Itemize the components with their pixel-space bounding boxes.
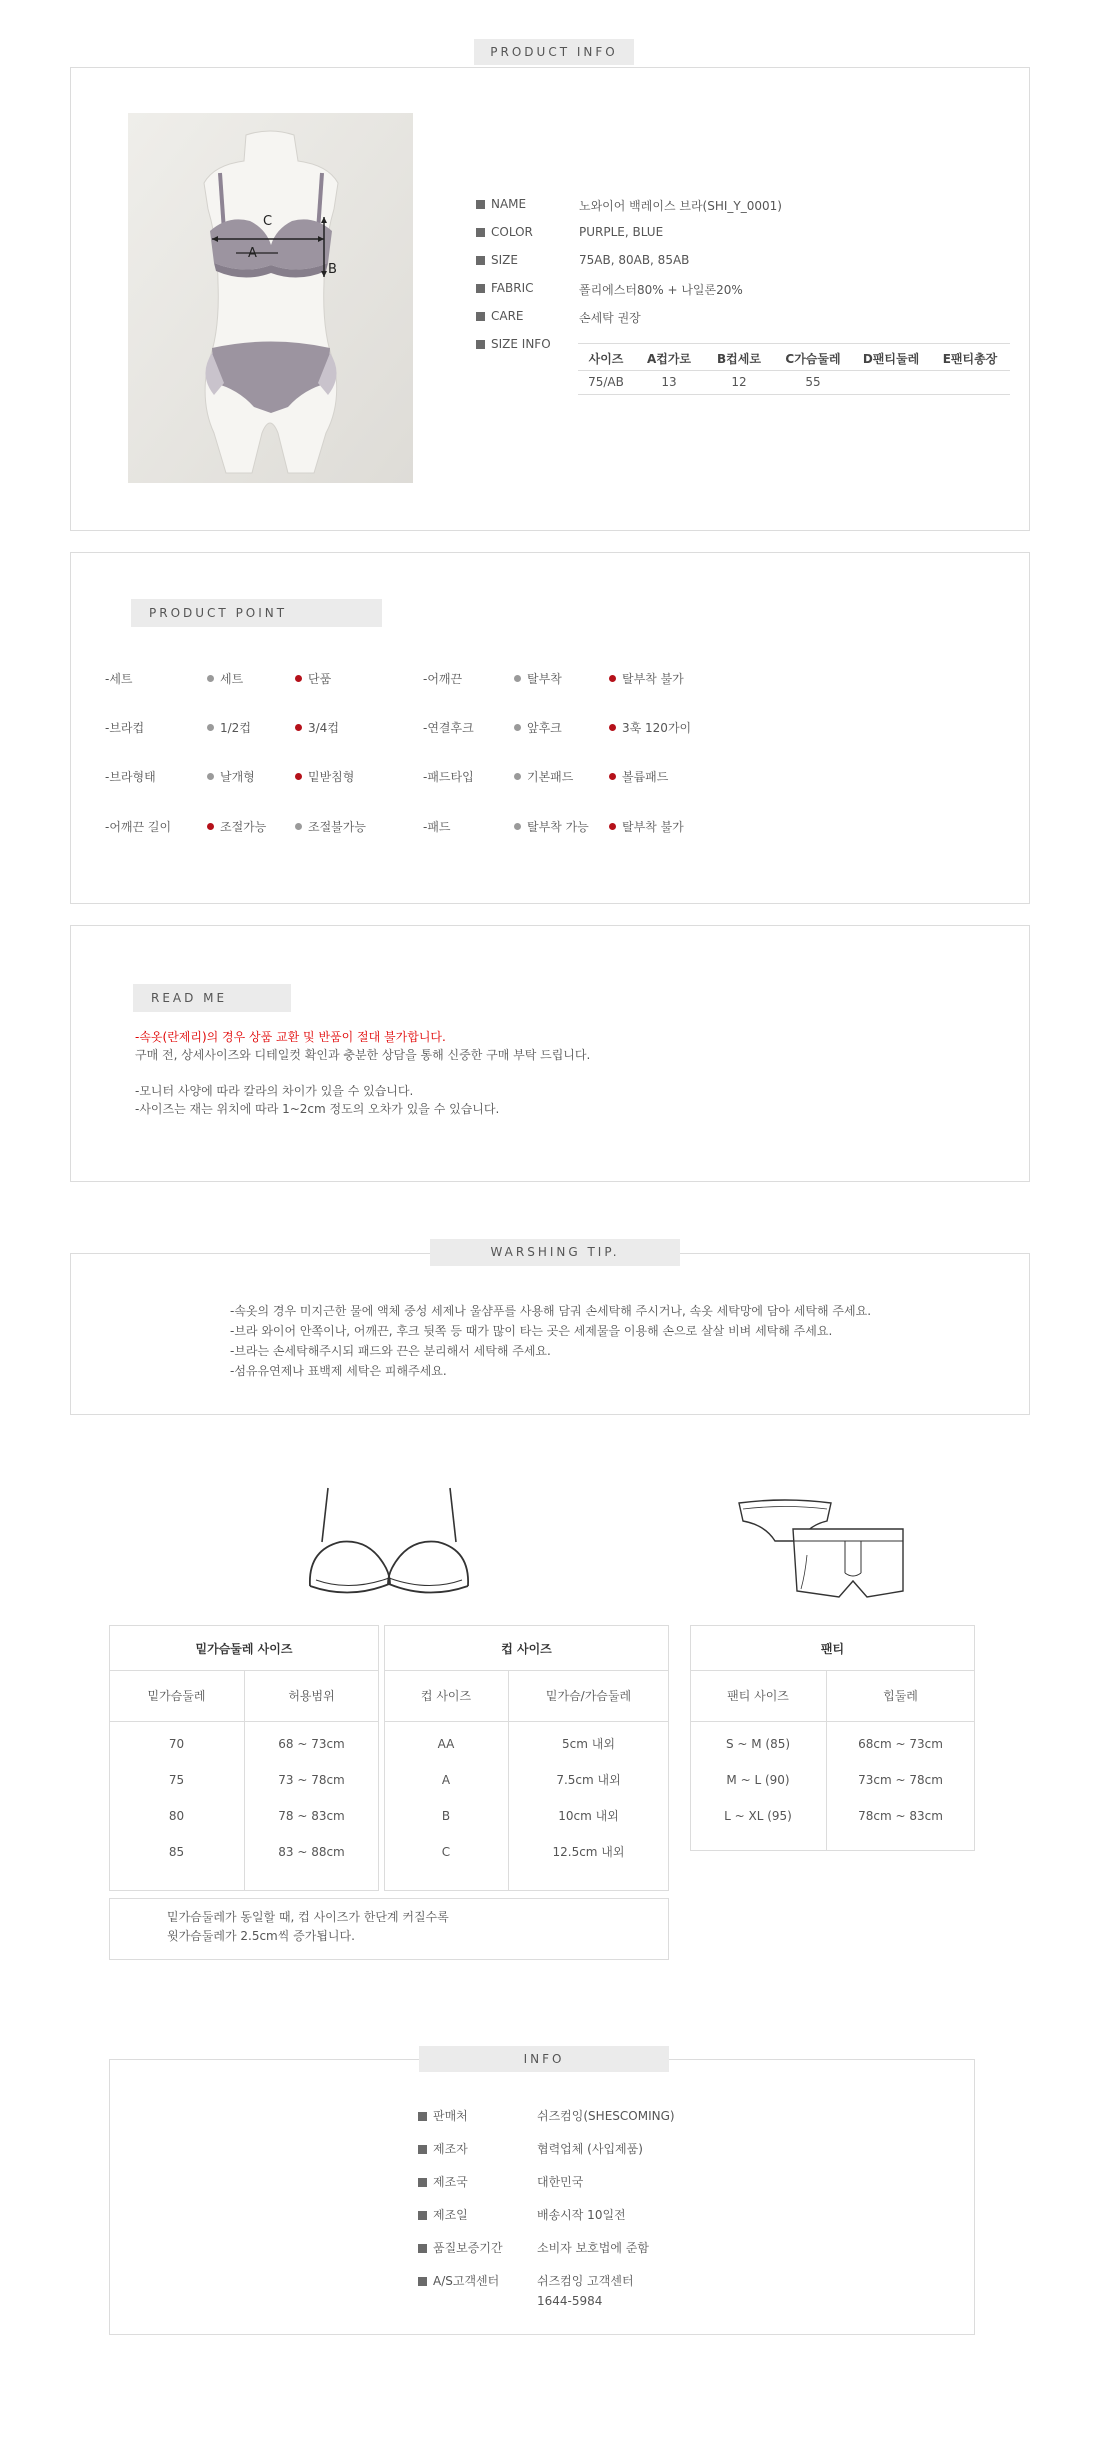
info-value: 쉬즈컴잉(SHESCOMING) bbox=[537, 2109, 675, 2123]
bullet-square-icon bbox=[418, 2211, 427, 2220]
info-row-as-center: A/S고객센터 bbox=[418, 2272, 499, 2290]
cup-header: 밑가슴/가슴둘레 bbox=[545, 1689, 632, 1703]
size-cell: 12 bbox=[731, 375, 747, 389]
panty-title: 팬티 bbox=[820, 1642, 845, 1656]
point-option: 3/4컵 bbox=[295, 719, 339, 736]
size-table-bottom-line bbox=[578, 394, 1010, 395]
cup-cell: 12.5cm 내외 bbox=[552, 1845, 625, 1859]
bullet-square-icon bbox=[476, 312, 485, 321]
unselected-dot-icon bbox=[514, 724, 521, 731]
point-label: -브라컵 bbox=[105, 721, 145, 735]
selected-dot-icon bbox=[295, 675, 302, 682]
point-option: 1/2컵 bbox=[207, 719, 251, 736]
read-me-text: 구매 전, 상세사이즈와 디테일컷 확인과 충분한 상담을 통해 신중한 구매 부탁 드립니다. bbox=[135, 1048, 591, 1062]
underbust-header: 허용범위 bbox=[288, 1689, 335, 1703]
point-option: 밑받침형 bbox=[295, 768, 354, 785]
panty-header: 힙둘레 bbox=[883, 1689, 918, 1703]
size-header: E팬티총장 bbox=[942, 351, 998, 366]
unselected-dot-icon bbox=[207, 675, 214, 682]
unselected-dot-icon bbox=[295, 823, 302, 830]
underbust-cell: 78 ~ 83cm bbox=[278, 1809, 345, 1823]
point-option: 3훅 120가이 bbox=[609, 719, 691, 736]
size-cell: 55 bbox=[805, 375, 821, 389]
size-header: A컵가로 bbox=[646, 351, 692, 366]
point-option: 볼륨패드 bbox=[609, 768, 668, 785]
underbust-cell: 70 bbox=[168, 1737, 185, 1751]
selected-dot-icon bbox=[295, 773, 302, 780]
point-option: 날개형 bbox=[207, 768, 255, 785]
selected-dot-icon bbox=[609, 675, 616, 682]
panty-header: 팬티 사이즈 bbox=[727, 1689, 789, 1703]
washing-tip-tag: WARSHING TIP. bbox=[430, 1239, 680, 1266]
bullet-square-icon bbox=[476, 256, 485, 265]
panty-cell: 73cm ~ 78cm bbox=[858, 1773, 943, 1787]
info-row-date: 제조일 bbox=[418, 2206, 468, 2224]
point-label: -어깨끈 bbox=[423, 672, 463, 686]
cup-cell: C bbox=[441, 1845, 451, 1859]
underbust-cell: 73 ~ 78cm bbox=[278, 1773, 345, 1787]
unselected-dot-icon bbox=[207, 724, 214, 731]
point-option: 탈부착 가능 bbox=[514, 818, 589, 835]
cup-title: 컵 사이즈 bbox=[501, 1642, 552, 1656]
bra-illustration-icon bbox=[300, 1480, 480, 1605]
selected-dot-icon bbox=[609, 724, 616, 731]
table-divider bbox=[384, 1670, 669, 1671]
bullet-square-icon bbox=[476, 340, 485, 349]
point-label: -패드타입 bbox=[423, 770, 474, 784]
cup-cell: 5cm 내외 bbox=[562, 1737, 615, 1751]
size-info-table bbox=[578, 346, 1010, 394]
read-me-text: -모니터 사양에 따라 칼라의 차이가 있을 수 있습니다. bbox=[135, 1084, 414, 1098]
size-cell: 75/AB bbox=[588, 375, 624, 389]
size-cell bbox=[930, 370, 1010, 394]
panty-cell: L ~ XL (95) bbox=[724, 1809, 792, 1823]
panty-cell: 78cm ~ 83cm bbox=[858, 1809, 943, 1823]
underbust-cell: 68 ~ 73cm bbox=[278, 1737, 345, 1751]
underbust-cell: 80 bbox=[168, 1809, 185, 1823]
size-cell: 13 bbox=[661, 375, 677, 389]
point-label: -세트 bbox=[105, 672, 133, 686]
cup-cell: B bbox=[441, 1809, 451, 1823]
bullet-square-icon bbox=[476, 284, 485, 293]
bullet-square-icon bbox=[476, 228, 485, 237]
table-divider bbox=[690, 1670, 975, 1671]
point-option: 기본패드 bbox=[514, 768, 573, 785]
point-option: 단품 bbox=[295, 670, 331, 687]
product-photo bbox=[128, 113, 413, 483]
panty-cell: M ~ L (90) bbox=[726, 1773, 790, 1787]
info-row-country: 제조국 bbox=[418, 2173, 468, 2191]
cup-cell: A bbox=[441, 1773, 451, 1787]
size-table-top-line bbox=[578, 343, 1010, 344]
unselected-dot-icon bbox=[514, 823, 521, 830]
panty-cell: S ~ M (85) bbox=[725, 1737, 791, 1751]
underbust-title: 밑가슴둘레 사이즈 bbox=[195, 1642, 293, 1656]
selected-dot-icon bbox=[609, 773, 616, 780]
selected-dot-icon bbox=[207, 823, 214, 830]
bullet-square-icon bbox=[476, 200, 485, 209]
info-value: 소비자 보호법에 준함 bbox=[537, 2241, 649, 2255]
mannequin-illustration bbox=[128, 113, 413, 483]
info-tag: INFO bbox=[419, 2046, 669, 2072]
size-header: B컵세로 bbox=[717, 351, 761, 366]
underbust-cell: 83 ~ 88cm bbox=[278, 1845, 345, 1859]
panty-cell: 68cm ~ 73cm bbox=[858, 1737, 943, 1751]
point-label: -브라형태 bbox=[105, 770, 156, 784]
washing-tip-line: -속옷의 경우 미지근한 물에 액체 중성 세제나 울샴푸를 사용해 담궈 손세탁해 주시거나, 속옷 세탁망에 담아 세탁해 주세요. bbox=[230, 1304, 872, 1318]
read-me-text: -사이즈는 재는 위치에 따라 1~2cm 정도의 오차가 있을 수 있습니다. bbox=[135, 1102, 500, 1116]
underbust-header: 밑가슴둘레 bbox=[147, 1689, 206, 1703]
info-row-maker: 제조자 bbox=[418, 2140, 468, 2158]
size-header: 사이즈 bbox=[588, 351, 624, 366]
underbust-cell: 85 bbox=[168, 1845, 185, 1859]
cup-header: 컵 사이즈 bbox=[420, 1689, 472, 1703]
info-value: 대한민국 bbox=[537, 2175, 584, 2189]
bullet-square-icon bbox=[418, 2244, 427, 2253]
selected-dot-icon bbox=[295, 724, 302, 731]
cup-cell: 7.5cm 내외 bbox=[556, 1773, 621, 1787]
washing-tip-line: -브라 와이어 안쪽이나, 어깨끈, 후크 뒷쪽 등 때가 많이 타는 곳은 세제물을 이용해 손으로 살살 비벼 세탁해 주세요. bbox=[230, 1324, 833, 1338]
table-divider bbox=[690, 1721, 975, 1722]
point-option: 조절가능 bbox=[207, 818, 266, 835]
bullet-square-icon bbox=[418, 2112, 427, 2121]
washing-tip-line: -브라는 손세탁해주시되 패드와 끈은 분리해서 세탁해 주세요. bbox=[230, 1344, 551, 1358]
selected-dot-icon bbox=[609, 823, 616, 830]
point-option: 탈부착 불가 bbox=[609, 670, 684, 687]
info-value: 배송시작 10일전 bbox=[537, 2208, 626, 2222]
product-point-tag: PRODUCT POINT bbox=[131, 599, 382, 627]
point-option: 앞후크 bbox=[514, 719, 562, 736]
washing-tip-line: -섬유유연제나 표백제 세탁은 피해주세요. bbox=[230, 1364, 447, 1378]
table-divider bbox=[384, 1721, 669, 1722]
info-row-warranty: 품질보증기간 bbox=[418, 2239, 503, 2257]
info-value: 협력업체 (사입제품) bbox=[537, 2142, 643, 2156]
read-me-tag: READ ME bbox=[133, 984, 291, 1012]
size-header: C가슴둘레 bbox=[785, 351, 841, 366]
cup-cell: 10cm 내외 bbox=[558, 1809, 619, 1823]
label-c: C bbox=[263, 214, 273, 229]
point-option: 탈부착 불가 bbox=[609, 818, 684, 835]
cup-cell: AA bbox=[437, 1737, 455, 1751]
point-label: -연결후크 bbox=[423, 721, 474, 735]
size-cell bbox=[852, 370, 930, 394]
point-option: 조절불가능 bbox=[295, 818, 366, 835]
size-header: D팬티둘레 bbox=[862, 351, 920, 366]
label-a: A bbox=[248, 246, 257, 261]
point-label: -패드 bbox=[423, 820, 451, 834]
unselected-dot-icon bbox=[514, 675, 521, 682]
read-me-warning: -속옷(란제리)의 경우 상품 교환 및 반품이 절대 불가합니다. bbox=[135, 1030, 446, 1044]
size-note-line: 밑가슴둘레가 동일할 때, 컵 사이즈가 한단계 커질수록 bbox=[167, 1910, 449, 1924]
bullet-square-icon bbox=[418, 2277, 427, 2286]
info-phone: 1644-5984 bbox=[537, 2294, 603, 2308]
unselected-dot-icon bbox=[207, 773, 214, 780]
panty-illustration-icon bbox=[735, 1495, 910, 1605]
size-note-line: 윗가슴둘레가 2.5cm씩 증가됩니다. bbox=[167, 1929, 355, 1943]
info-row-seller: 판매처 bbox=[418, 2107, 468, 2125]
point-option: 세트 bbox=[207, 670, 243, 687]
bullet-square-icon bbox=[418, 2145, 427, 2154]
unselected-dot-icon bbox=[514, 773, 521, 780]
point-label: -어깨끈 길이 bbox=[105, 820, 172, 834]
bullet-square-icon bbox=[418, 2178, 427, 2187]
product-info-tag: PRODUCT INFO bbox=[474, 39, 634, 65]
info-value: 쉬즈컴잉 고객센터 bbox=[537, 2274, 634, 2288]
underbust-cell: 75 bbox=[168, 1773, 185, 1787]
label-b: B bbox=[328, 262, 337, 277]
point-option: 탈부착 bbox=[514, 670, 562, 687]
